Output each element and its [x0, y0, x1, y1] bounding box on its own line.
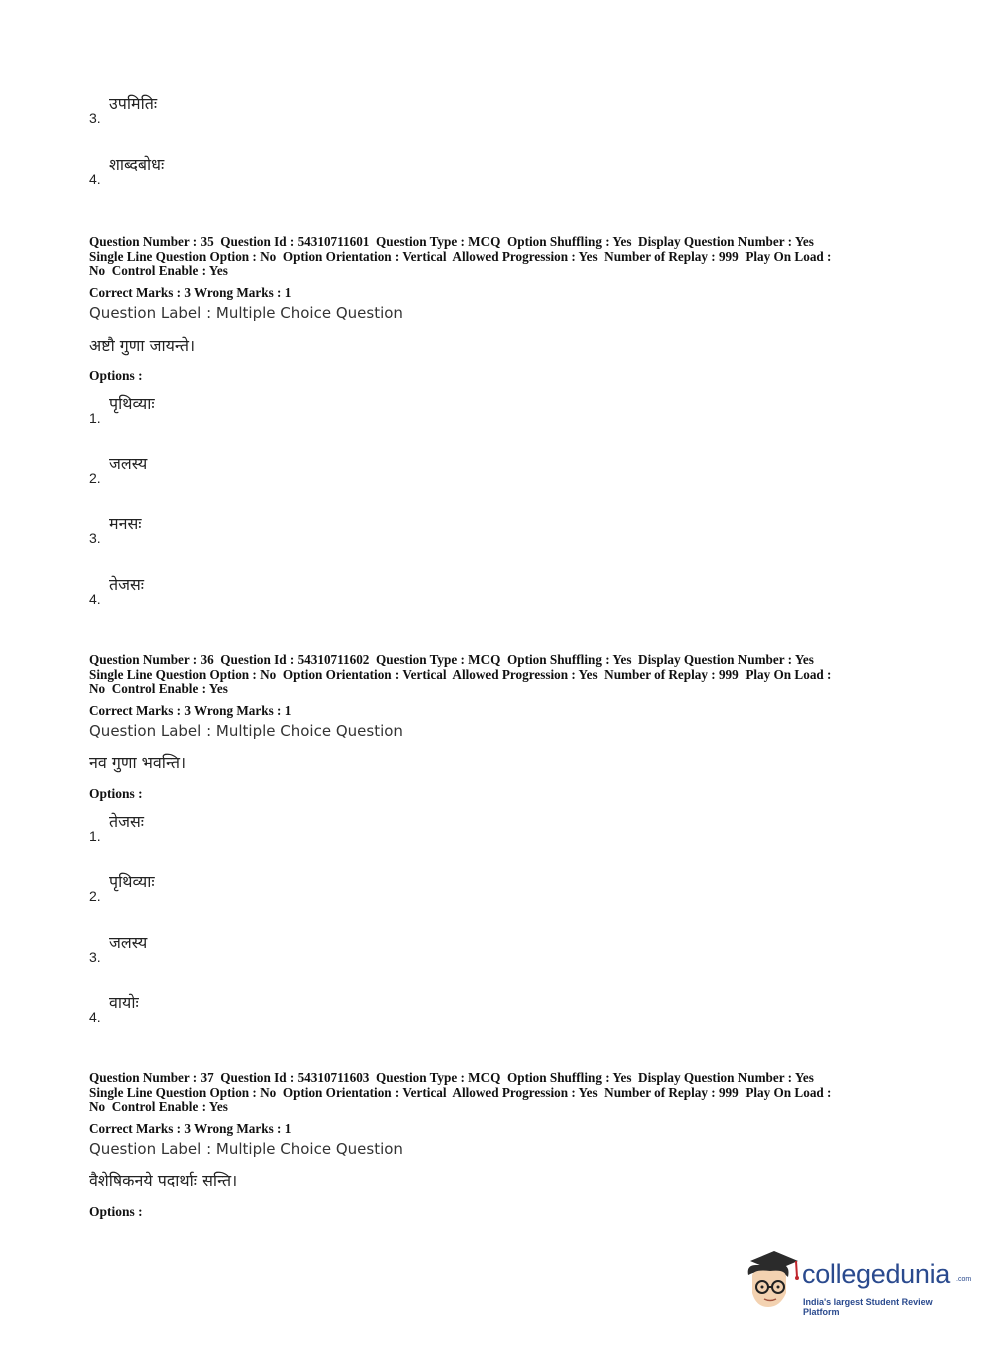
- option-number: 3.: [89, 949, 101, 965]
- question-37-meta: Question Number : 37 Question Id : 54310711603 Question Type : MCQ Option Shuffling : Yes Display Question Number : Yes Single Line Question Option : No Option Orientation : Vertical Allowed Progression : Yes Number of Replay : 999 Play On Load : No Control Enable : Yes: [89, 1070, 832, 1115]
- option-number: 2.: [89, 470, 101, 486]
- brand-suffix: .com: [956, 1276, 972, 1283]
- question-35-marks: Correct Marks : 3 Wrong Marks : 1: [89, 285, 292, 300]
- option-text: तेजसः: [109, 575, 145, 594]
- option-text: जलस्य: [109, 454, 148, 473]
- question-36-options-label: Options :: [89, 786, 143, 801]
- option-text: मनसः: [109, 514, 142, 533]
- student-mascot-icon: [740, 1247, 802, 1313]
- question-35-meta: Question Number : 35 Question Id : 54310711601 Question Type : MCQ Option Shuffling : Yes Display Question Number : Yes Single Line Question Option : No Option Orientation : Vertical Allowed Progression : Yes Number of Replay : 999 Play On Load : No Control Enable : Yes: [89, 234, 832, 279]
- option-number: 1.: [89, 410, 101, 426]
- brand-tagline: India's largest Student Review Platform: [803, 1297, 933, 1317]
- option-text: शाब्दबोधः: [109, 155, 165, 174]
- option-number: 3.: [89, 110, 101, 126]
- option-text: पृथिव्याः: [109, 394, 155, 413]
- option-number: 1.: [89, 828, 101, 844]
- option-text: वायोः: [109, 993, 139, 1012]
- question-37-options-label: Options :: [89, 1204, 143, 1219]
- collegedunia-logo: [740, 1247, 970, 1317]
- option-number: 4.: [89, 1009, 101, 1025]
- question-36-label: Question Label : Multiple Choice Question: [89, 722, 403, 740]
- question-37-label: Question Label : Multiple Choice Question: [89, 1140, 403, 1158]
- question-35-options-label: Options :: [89, 368, 143, 383]
- option-number: 3.: [89, 530, 101, 546]
- question-37-marks: Correct Marks : 3 Wrong Marks : 1: [89, 1121, 292, 1136]
- question-35-text: अष्टौ गुणा जायन्ते।: [89, 336, 196, 355]
- option-text: उपमितिः: [109, 94, 158, 113]
- brand-name: collegedunia: [802, 1259, 951, 1289]
- question-36-text: नव गुणा भवन्ति।: [89, 753, 187, 772]
- option-text: पृथिव्याः: [109, 872, 155, 891]
- option-number: 4.: [89, 171, 101, 187]
- question-37-text: वैशेषिकनये पदार्थाः सन्ति।: [89, 1171, 238, 1190]
- option-text: जलस्य: [109, 933, 148, 952]
- question-36-marks: Correct Marks : 3 Wrong Marks : 1: [89, 703, 292, 718]
- option-text: तेजसः: [109, 812, 145, 831]
- question-35-label: Question Label : Multiple Choice Question: [89, 304, 403, 322]
- option-number: 4.: [89, 591, 101, 607]
- question-36-meta: Question Number : 36 Question Id : 54310711602 Question Type : MCQ Option Shuffling : Yes Display Question Number : Yes Single Line Question Option : No Option Orientation : Vertical Allowed Progression : Yes Number of Replay : 999 Play On Load : No Control Enable : Yes: [89, 652, 832, 697]
- option-number: 2.: [89, 888, 101, 904]
